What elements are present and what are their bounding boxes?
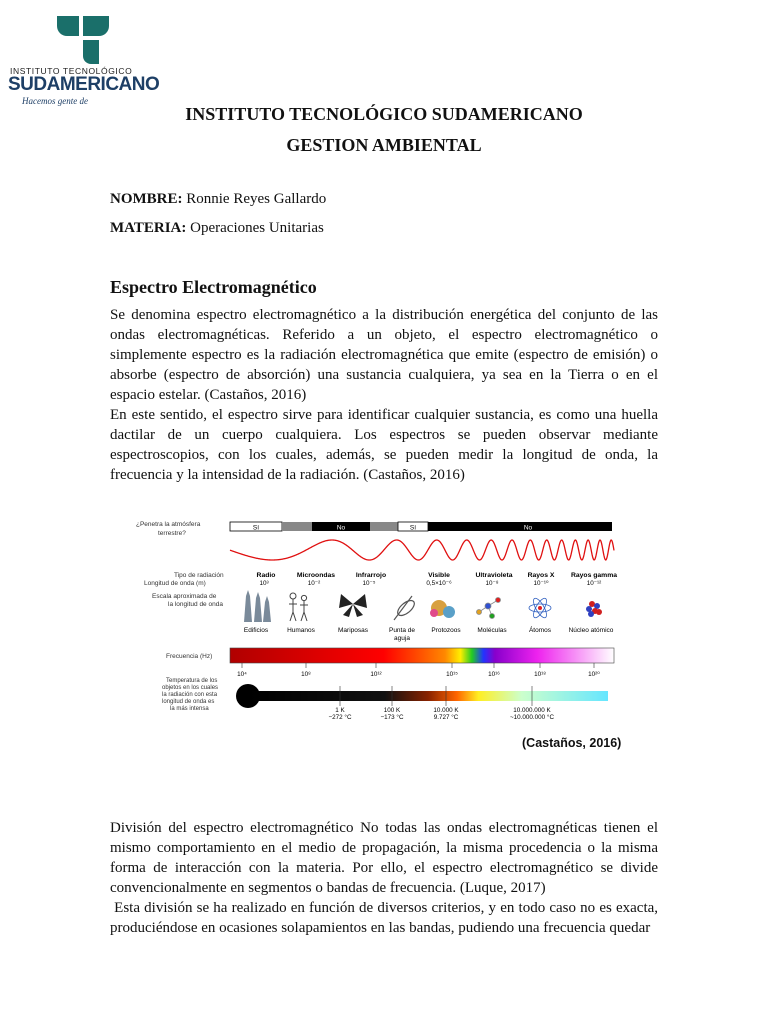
atom-icon [529, 596, 551, 619]
wavelength-4: 0,5×10⁻⁶ [426, 580, 452, 587]
frequency-6: 10¹⁸ [534, 671, 546, 678]
frequency-4: 10¹⁵ [446, 671, 458, 678]
temp-top-3: 10.000 K [433, 707, 459, 714]
frequency-2: 10⁸ [301, 671, 311, 678]
name-value: Ronnie Reyes Gallardo [186, 191, 327, 207]
object-atomos: Átomos [528, 627, 552, 634]
temp-label-2: objetos en los cuales [162, 685, 219, 691]
temp-label-3: la radiación con esta [162, 692, 218, 698]
figure-citation: (Castaños, 2016) [522, 736, 622, 750]
thermometer [236, 684, 608, 708]
subject-value: Operaciones Unitarias [190, 220, 324, 236]
object-mariposas: Mariposas [338, 627, 368, 634]
scale-label-1: Escala aproximada de [152, 593, 217, 600]
institution-title: INSTITUTO TECNOLÓGICO SUDAMERICANO [185, 104, 583, 124]
molecules-icon [477, 598, 501, 619]
object-edificios: Edificios [243, 627, 269, 634]
wavelength-3: 10⁻⁵ [362, 580, 376, 587]
object-humanos: Humanos [287, 627, 315, 634]
wavelength-1: 10³ [259, 580, 269, 587]
temp-bottom-3: 9.727 °C [433, 714, 459, 721]
scale-label-2: la longitud de onda [168, 601, 223, 608]
paragraph-4: Esta división se ha realizado en función de diversos criterios, y en todo caso no es exacta, produciéndose en ocasiones solapamientos en las bandas, pudiendo una frecuencia quedar [110, 900, 662, 936]
needle-icon [394, 596, 417, 620]
atmosphere-seg-4: No [523, 524, 533, 532]
atmosphere-label-2: terrestre? [158, 530, 186, 537]
type-ultravioleta: Ultravioleta [475, 572, 513, 579]
temp-bottom-1: −272 °C [328, 714, 352, 721]
butterfly-icon [339, 594, 367, 617]
spectrum-figure [136, 516, 622, 726]
type-radio: Radio [256, 572, 276, 579]
type-rayos-gamma: Rayos gamma [570, 572, 618, 579]
frequency-bar [230, 648, 614, 663]
atmosphere-seg-2: No [336, 524, 346, 532]
temp-top-2: 100 K [383, 707, 401, 714]
temp-top-4: 10.000.000 K [513, 707, 551, 714]
type-rayos-x: Rayos X [527, 572, 555, 579]
object-moleculas: Moléculas [477, 627, 507, 634]
object-nucleo: Núcleo atómico [568, 627, 614, 634]
temp-label-5: la más intensa [170, 706, 209, 712]
frequency-ticks [242, 663, 594, 668]
name-label: NOMBRE: [110, 191, 183, 207]
temp-label-4: longitud de onda es [162, 699, 215, 705]
logo-line1: INSTITUTO TECNOLÓGICO [10, 66, 133, 76]
temp-label-1: Temperatura de los [166, 678, 218, 684]
wave-line [230, 540, 614, 560]
frequency-5: 10¹⁶ [488, 671, 500, 678]
atmosphere-label-1: ¿Penetra la atmósfera [136, 521, 201, 528]
program-title: GESTION AMBIENTAL [286, 135, 482, 155]
frequency-7: 10²⁰ [588, 671, 600, 678]
temp-bottom-4: ~10.000.000 °C [509, 714, 555, 721]
type-microondas: Microondas [296, 572, 336, 579]
buildings-icon [244, 590, 271, 622]
humans-icon [289, 593, 308, 621]
frequency-3: 10¹² [370, 671, 382, 678]
temp-top-1: 1 K [335, 707, 345, 714]
wavelength-5: 10⁻⁸ [485, 580, 499, 587]
atmosphere-seg-3: Sí [409, 524, 417, 532]
logo-line2: SUDAMERICANO [8, 74, 160, 95]
nucleus-icon [586, 601, 602, 617]
type-visible: Visible [428, 572, 450, 579]
wavelength-label: Longitud de onda (m) [144, 580, 206, 587]
wavelength-7: 10⁻¹² [586, 580, 602, 587]
wavelength-6: 10⁻¹⁰ [533, 580, 549, 587]
object-punta-de: Punta de [388, 627, 416, 634]
section-title: Espectro Electromagnético [110, 277, 317, 297]
subject-label: MATERIA: [110, 220, 187, 236]
protozoa-icon [430, 600, 455, 618]
frequency-1: 10⁴ [237, 671, 247, 678]
atmosphere-bar [230, 522, 612, 532]
paragraph-3: División del espectro electromagnético No todas las ondas electromagnéticas tienen el mismo comportamiento en el medio de propagación, la misma procedencia o la misma forma de interacción con la materia. Por ello, el espectro electromagnético se divide convencionalmente en segmentos o bandas de frecuencia. (Luque, 2017) [110, 820, 658, 896]
frequency-label: Frecuencia (Hz) [166, 653, 213, 660]
logo-tagline: Hacemos gente de [22, 96, 88, 106]
temp-bottom-2: −173 °C [380, 714, 404, 721]
paragraph-2: En este sentido, el espectro sirve para identificar cualquier sustancia, es como una huella dactilar de un cuerpo cualquiera. Los espectros se pueden observar mediante espectroscopios, con los cuales, además, se pueden medir la longitud de onda, la frecuencia y la intensidad de la radiación. (Castaños, 2016) [110, 407, 658, 483]
paragraph-1: Se denomina espectro electromagnético a la distribución energética del conjunto de las ondas electromagnéticas. Referido a un objeto, el espectro electromagnético o simplemente espectro es la radiación electromagnética que emite (espectro de emisión) o absorbe (espectro de absorción) una sustancia cualquiera, ya sea en la Tierra o en el espacio estelar. (Castaños, 2016) [110, 307, 658, 403]
institution-logo [8, 14, 158, 106]
type-infrarrojo: Infrarrojo [355, 572, 387, 579]
logo-mark-icon [53, 14, 113, 66]
object-protozoos: Protozoos [431, 627, 461, 634]
atmosphere-seg-1: Sí [252, 524, 260, 532]
object-aguja: aguja [394, 635, 410, 642]
subject-field [110, 220, 324, 237]
type-label: Tipo de radiación [174, 572, 224, 579]
wavelength-2: 10⁻² [307, 580, 321, 587]
name-field [110, 191, 326, 208]
